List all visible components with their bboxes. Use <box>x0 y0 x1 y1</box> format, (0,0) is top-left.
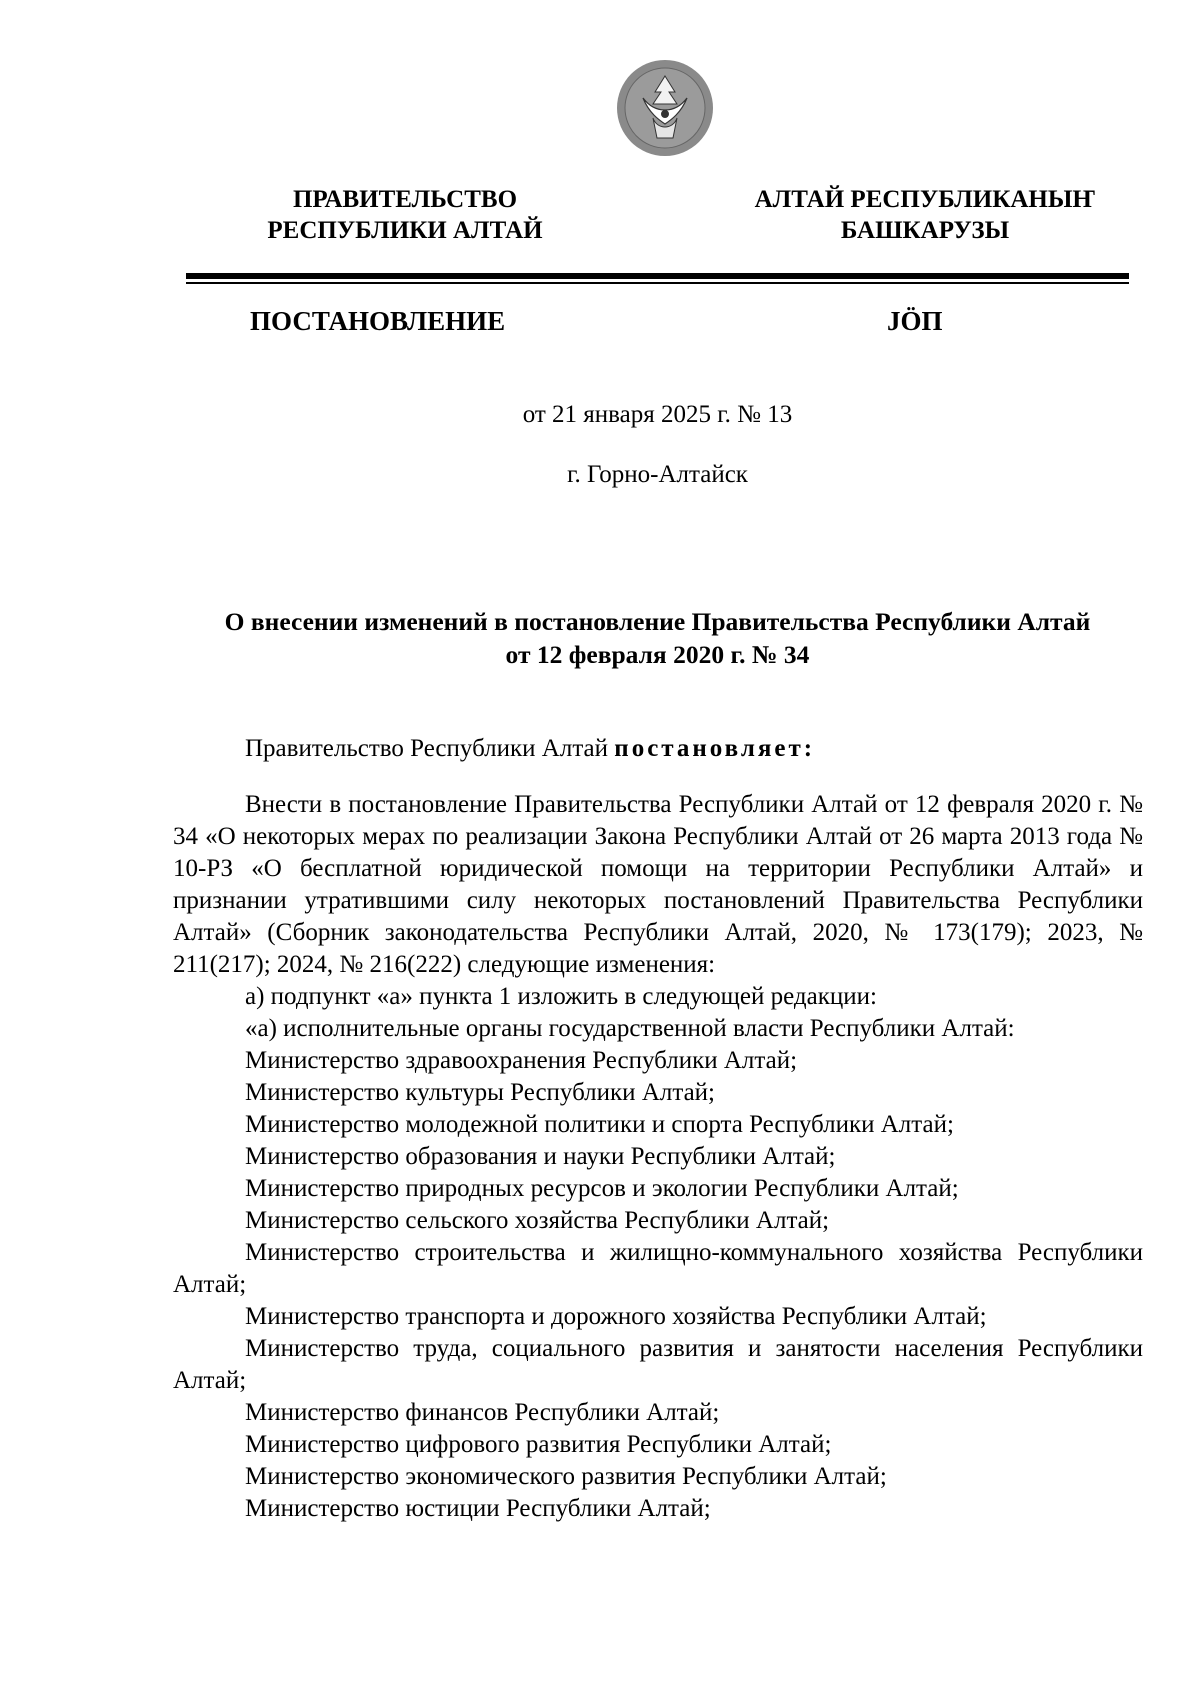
document-place: г. Горно-Алтайск <box>567 461 748 488</box>
ministry-item: Министерство труда, социального развития и занятости населения Республики Алтай; <box>173 1335 1143 1394</box>
body-paragraph: Внести в постановление Правительства Республики Алтай от 12 февраля 2020 г. № 34 «О некоторых мерах по реализации Закона Республики Алтай от 26 марта 2013 года № 10-РЗ «О бесплатной юридической помощи на территории Республики Алтай» и признании утратившими силу некоторых постановлений Правительства Республики Алтай» (Сборник законодательства Республики Алтай, 2020, № 173(179); 2023, № 211(217); 2024, № 216(222) следующие изменения: <box>173 791 1143 978</box>
header-right <box>725 184 1125 246</box>
header-right-line2: БАШКАРУЗЫ <box>840 217 1010 244</box>
intro-text: Правительство Республики Алтай <box>245 735 615 762</box>
intro-emphasis: постановляет: <box>614 735 816 762</box>
ministry-item: Министерство юстиции Республики Алтай; <box>245 1495 711 1522</box>
header-left <box>230 184 580 246</box>
body-paragraph: а) подпункт «а» пункта 1 изложить в следующей редакции: <box>245 983 877 1010</box>
header-divider-thin <box>186 282 1129 284</box>
doc-kind-left: ПОСТАНОВЛЕНИЕ <box>250 306 506 336</box>
document-date-number: от 21 января 2025 г. № 13 <box>522 401 793 428</box>
ministry-item: Министерство финансов Республики Алтай; <box>245 1399 720 1426</box>
header-left-line2: РЕСПУБЛИКИ АЛТАЙ <box>267 217 543 244</box>
coat-of-arms-emblem <box>615 58 715 158</box>
ministry-item: Министерство молодежной политики и спорта Республики Алтай; <box>245 1111 954 1138</box>
ministry-item: Министерство природных ресурсов и экологии Республики Алтай; <box>245 1175 959 1202</box>
header-right-line1: АЛТАЙ РЕСПУБЛИКАНЫҤ <box>754 186 1096 213</box>
ministry-item: Министерство транспорта и дорожного хозяйства Республики Алтай; <box>245 1303 987 1330</box>
header-divider-thick <box>186 273 1129 279</box>
intro-paragraph <box>173 733 1143 765</box>
ministry-item: Министерство образования и науки Республики Алтай; <box>245 1143 836 1170</box>
ministry-item: Министерство строительства и жилищно-коммунального хозяйства Республики Алтай; <box>173 1239 1143 1298</box>
doc-kind-right: JӦП <box>887 306 943 336</box>
title-line2: от 12 февраля 2020 г. № 34 <box>505 640 810 669</box>
ministry-item: Министерство культуры Республики Алтай; <box>245 1079 715 1106</box>
document-title <box>175 605 1140 671</box>
ministry-item: Министерство цифрового развития Республики Алтай; <box>245 1431 832 1458</box>
ministry-item: Министерство экономического развития Республики Алтай; <box>245 1463 887 1490</box>
document-body <box>173 733 1143 1525</box>
header-left-line1: ПРАВИТЕЛЬСТВО <box>292 186 518 213</box>
ministry-item: Министерство здравоохранения Республики Алтай; <box>245 1047 798 1074</box>
ministry-item: Министерство сельского хозяйства Республики Алтай; <box>245 1207 830 1234</box>
title-line1: О внесении изменений в постановление Правительства Республики Алтай <box>224 607 1091 636</box>
body-paragraph: «а) исполнительные органы государственной власти Республики Алтай: <box>245 1015 1015 1042</box>
